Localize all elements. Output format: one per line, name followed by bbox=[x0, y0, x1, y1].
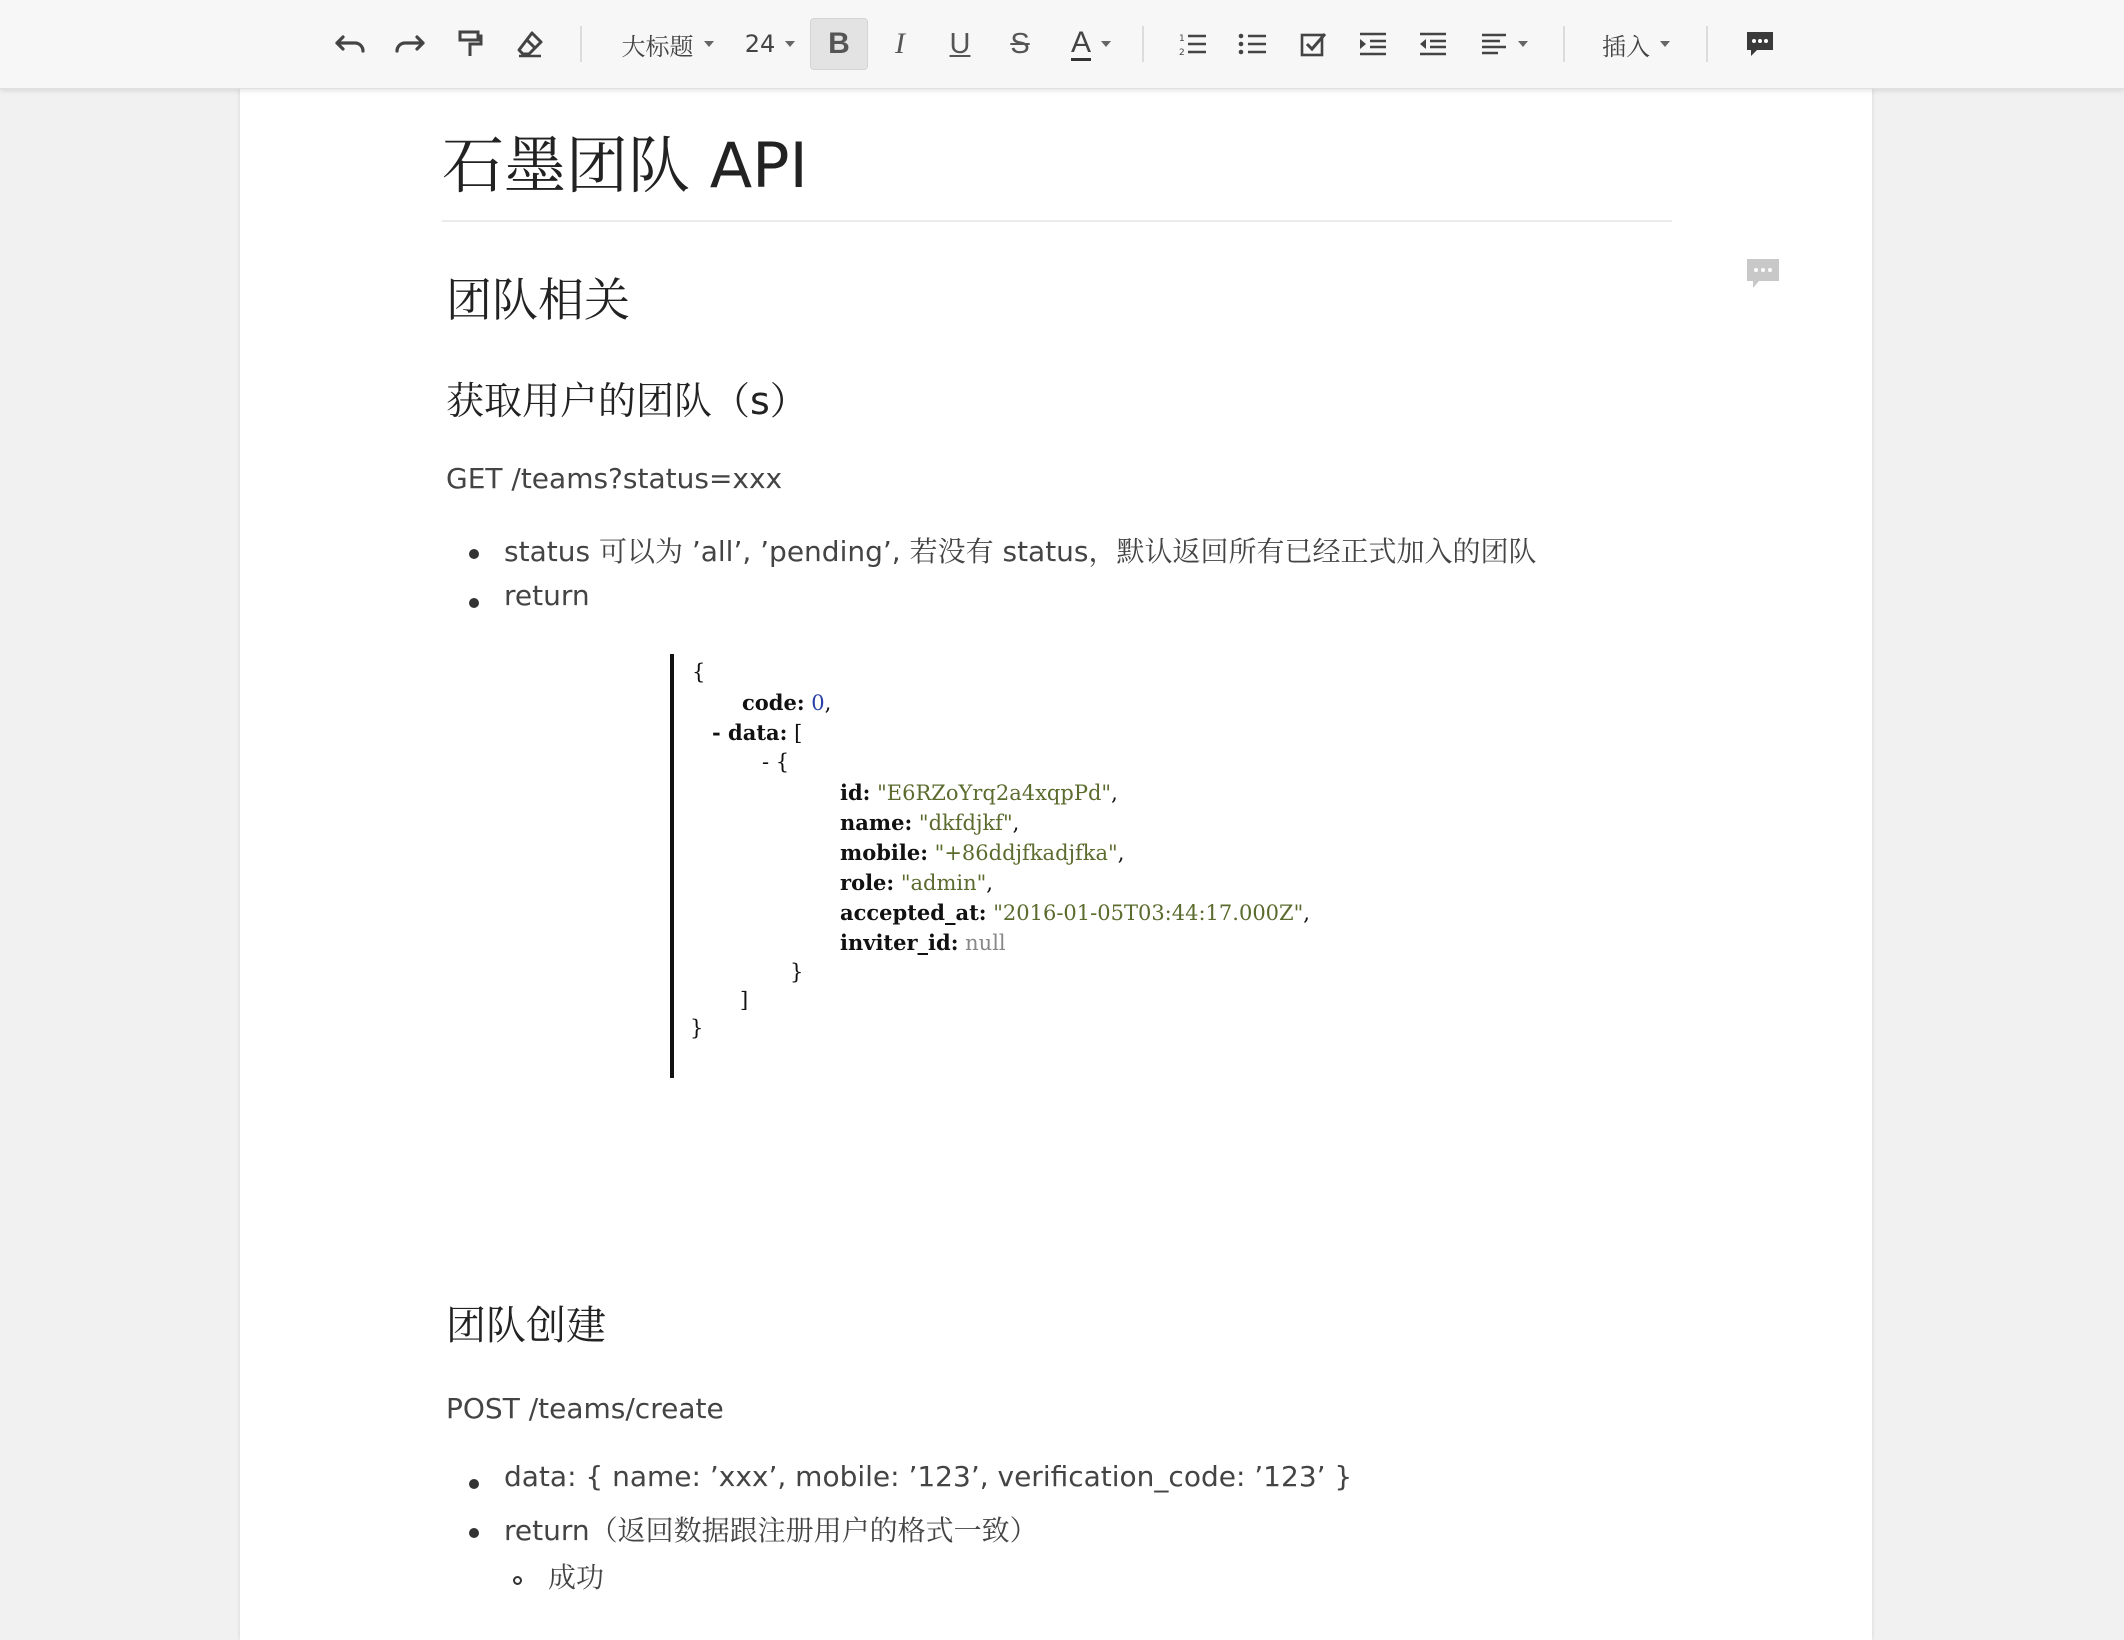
endpoint-get-teams[interactable]: GET /teams?status=xxx bbox=[446, 462, 783, 495]
indent-icon[interactable] bbox=[1354, 0, 1392, 88]
bullet-marker bbox=[469, 1528, 479, 1538]
underline-button[interactable]: U bbox=[949, 27, 971, 60]
chevron-down-icon bbox=[1660, 41, 1670, 47]
bullet-marker bbox=[469, 598, 479, 608]
code-line-data: - data: [ bbox=[712, 720, 803, 745]
font-color-dropdown[interactable] bbox=[1062, 0, 1120, 88]
redo-icon[interactable] bbox=[390, 0, 430, 88]
section-heading-team-create[interactable]: 团队创建 bbox=[446, 1303, 606, 1349]
sub-list-item[interactable]: 成功 bbox=[548, 1561, 605, 1594]
comment-float-icon[interactable] bbox=[1745, 256, 1781, 296]
list-item[interactable]: status 可以为 ’all’, ’pending’, 若没有 status，默认返回所有已经正式加入的团队 bbox=[504, 535, 1537, 568]
title-divider bbox=[442, 220, 1672, 222]
align-icon bbox=[1480, 32, 1508, 56]
section-heading-team[interactable]: 团队相关 bbox=[446, 273, 630, 327]
bullet-marker bbox=[469, 1479, 479, 1489]
list-item[interactable]: return bbox=[504, 579, 590, 612]
code-line-data-close: ] bbox=[740, 988, 749, 1012]
font-color-label: A bbox=[1070, 25, 1091, 59]
code-field-line: name: "dkfdjkf", bbox=[840, 810, 1020, 835]
svg-text:2: 2 bbox=[1179, 48, 1185, 57]
code-close-brace: } bbox=[690, 1016, 704, 1040]
insert-label: 插入 bbox=[1602, 32, 1650, 61]
code-field-line: mobile: "+86ddjfkadjfka", bbox=[840, 840, 1125, 865]
insert-dropdown[interactable] bbox=[1596, 0, 1676, 88]
code-open-brace: { bbox=[692, 660, 706, 684]
bullet-marker bbox=[469, 549, 479, 559]
code-line-code: code: 0, bbox=[742, 690, 832, 715]
code-line-item-open: - { bbox=[762, 750, 790, 774]
code-line-item-close: } bbox=[790, 960, 804, 984]
bold-button[interactable]: B bbox=[810, 18, 868, 70]
sub-bullet-marker bbox=[513, 1576, 522, 1585]
undo-icon[interactable] bbox=[330, 0, 370, 88]
chevron-down-icon bbox=[785, 41, 795, 47]
strikethrough-button[interactable]: S bbox=[1010, 27, 1030, 60]
align-dropdown[interactable] bbox=[1474, 0, 1534, 88]
checklist-icon[interactable] bbox=[1294, 0, 1332, 88]
heading-style-label: 大标题 bbox=[621, 32, 694, 61]
chevron-down-icon bbox=[1518, 41, 1528, 47]
code-field-line: id: "E6RZoYrq2a4xqpPd", bbox=[840, 780, 1118, 805]
heading-style-dropdown[interactable] bbox=[615, 0, 720, 88]
svg-text:1: 1 bbox=[1179, 34, 1185, 44]
comment-icon[interactable] bbox=[1742, 0, 1778, 88]
chevron-down-icon bbox=[704, 41, 714, 47]
code-field-line: inviter_id: null bbox=[840, 930, 1006, 955]
endpoint-create-team[interactable]: POST /teams/create bbox=[446, 1392, 724, 1425]
italic-button[interactable]: I bbox=[895, 27, 905, 60]
font-size-dropdown[interactable] bbox=[740, 0, 800, 88]
font-size-label: 24 bbox=[744, 30, 776, 58]
ordered-list-icon[interactable] bbox=[1174, 0, 1212, 88]
document-title[interactable]: 石墨团队 API bbox=[442, 129, 808, 202]
editor-toolbar bbox=[0, 0, 2124, 89]
list-item[interactable]: return（返回数据跟注册用户的格式一致） bbox=[504, 1514, 1038, 1547]
code-field-line: role: "admin", bbox=[840, 870, 993, 895]
code-field-line: accepted_at: "2016-01-05T03:44:17.000Z", bbox=[840, 900, 1310, 925]
format-painter-icon[interactable] bbox=[452, 0, 488, 88]
list-item[interactable]: data: { name: ’xxx’, mobile: ’123’, verification_code: ’123’ } bbox=[504, 1460, 1353, 1493]
clear-format-icon[interactable] bbox=[512, 0, 548, 88]
bullet-list-icon[interactable] bbox=[1234, 0, 1272, 88]
outdent-icon[interactable] bbox=[1414, 0, 1452, 88]
code-left-bar bbox=[670, 654, 674, 1078]
subheading-get-teams[interactable]: 获取用户的团队（s） bbox=[446, 379, 808, 423]
code-sample-image bbox=[670, 654, 1430, 1078]
chevron-down-icon bbox=[1101, 41, 1111, 47]
document-page[interactable] bbox=[240, 88, 1872, 1640]
